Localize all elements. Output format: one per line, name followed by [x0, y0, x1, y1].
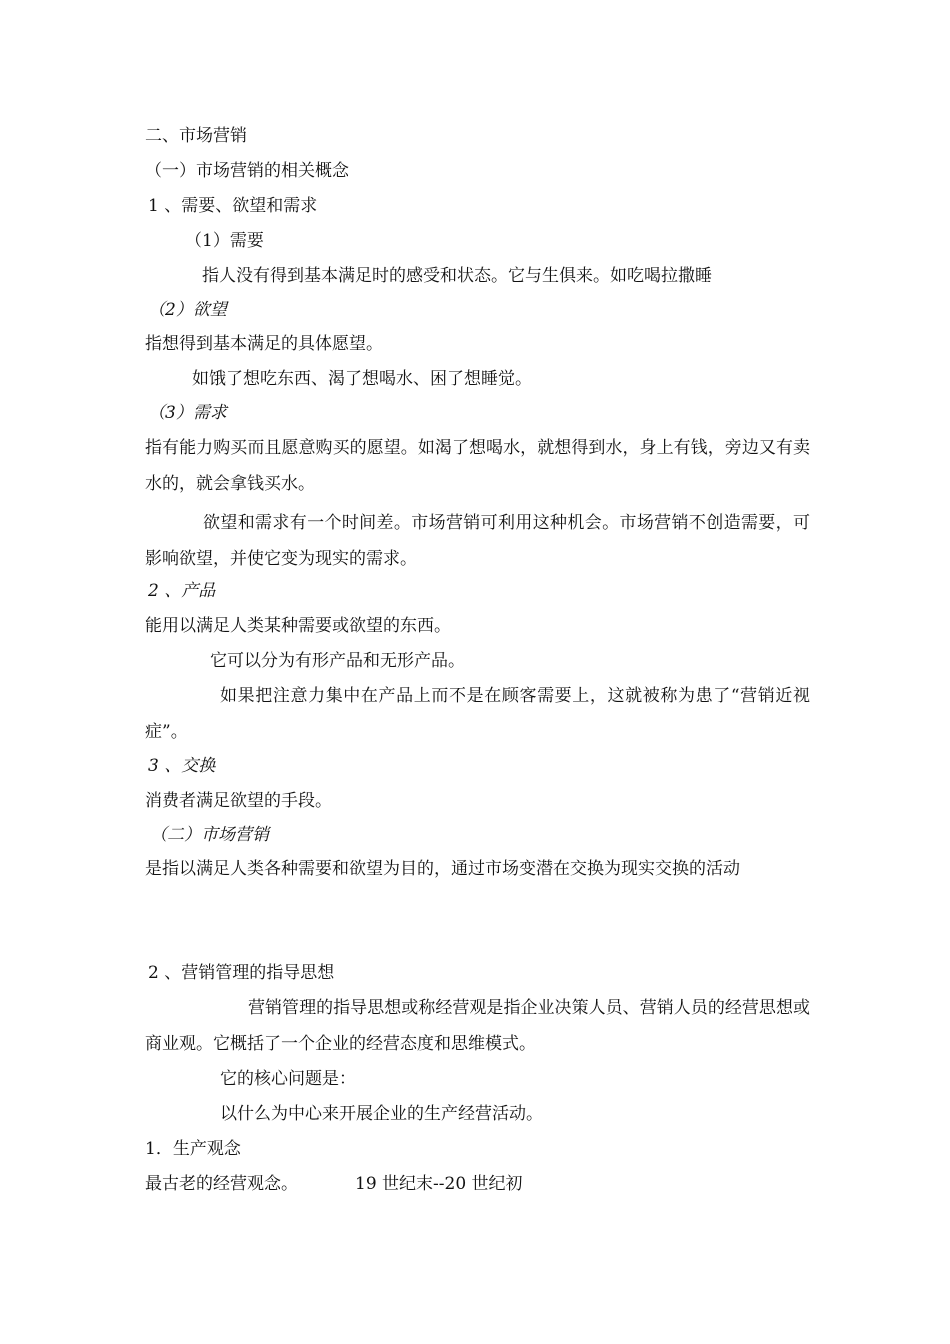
demand-text: 指有能力购买而且愿意购买的愿望。如渴了想喝水，就想得到水，身上有钱，旁边又有卖水的，就会拿钱买水。: [145, 438, 810, 494]
want-text: 指想得到基本满足的具体愿望。: [145, 334, 383, 354]
production-text: 最古老的经营观念。: [145, 1174, 298, 1194]
product-text: 能用以满足人类某种需要或欲望的东西。: [145, 616, 451, 636]
core-label: 它的核心问题是：: [220, 1069, 356, 1089]
subsection-title-concepts: （一）市场营销的相关概念: [145, 161, 349, 181]
production-title: 1．生产观念: [145, 1139, 241, 1159]
item-title-exchange: 3 、交换: [148, 756, 216, 776]
core-text: 以什么为中心来开展企业的生产经营活动。: [220, 1104, 543, 1124]
marketing-definition: 是指以满足人类各种需要和欲望为目的，通过市场变潜在交换为现实交换的活动: [145, 859, 740, 879]
production-era: 19 世纪末--20 世纪初: [355, 1174, 523, 1194]
product-types: 它可以分为有形产品和无形产品。: [210, 651, 465, 671]
section-title: 二、市场营销: [145, 126, 247, 146]
exchange-text: 消费者满足欲望的手段。: [145, 791, 332, 811]
subsection-title-marketing: （二）市场营销: [150, 825, 269, 845]
gap-text: 欲望和需求有一个时间差。市场营销可利用这种机会。市场营销不创造需要，可影响欲望，并使它变为现实的需求。: [145, 513, 810, 569]
item-title-needs: 1 、需要、欲望和需求: [148, 196, 318, 216]
want-title: （2）欲望: [148, 300, 227, 320]
need-text: 指人没有得到基本满足时的感受和状态。它与生俱来。如吃喝拉撒睡: [202, 266, 712, 286]
need-title: （1）需要: [185, 231, 264, 251]
demand-title: （3）需求: [148, 403, 227, 423]
mgmt-text: 营销管理的指导思想或称经营观是指企业决策人员、营销人员的经营思想或商业观。它概括了一个企业的经营态度和思维模式。: [145, 998, 810, 1054]
myopia-text: 如果把注意力集中在产品上而不是在顾客需要上，这就被称为患了“营销近视症”。: [145, 686, 810, 742]
item-title-product: 2 、产品: [148, 581, 216, 601]
mgmt-title: 2 、营销管理的指导思想: [148, 963, 335, 983]
want-example: 如饿了想吃东西、渴了想喝水、困了想睡觉。: [192, 369, 532, 389]
